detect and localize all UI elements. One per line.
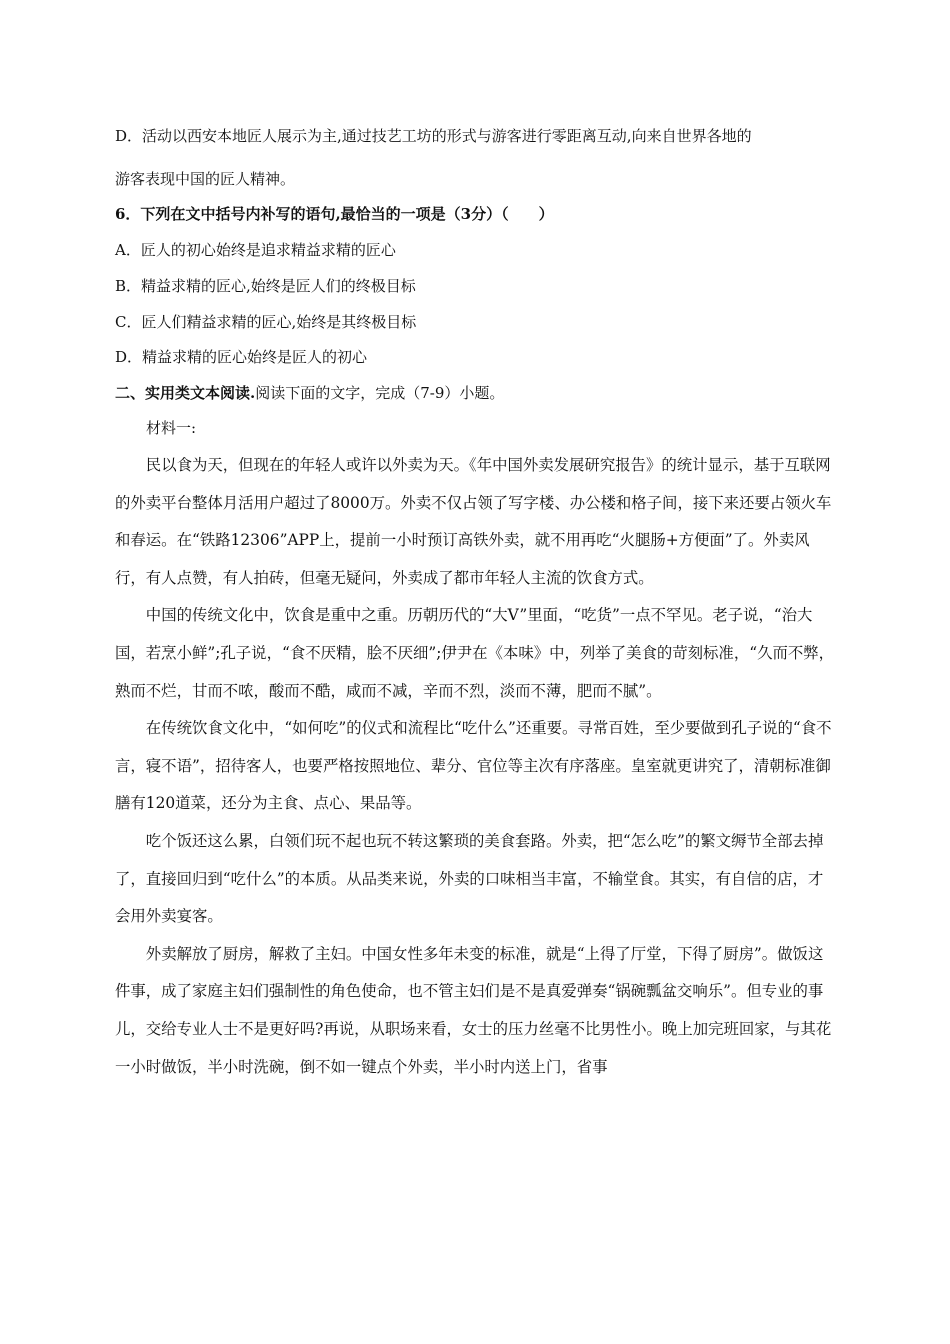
q6-stem: 6．下列在文中括号内补写的语句,最恰当的一项是（3分）（ ） (115, 205, 554, 223)
q6-option-b: B．精益求精的匠心,始终是匠人们的终极目标 (115, 277, 416, 295)
q5-option-d-line1: D．活动以西安本地匠人展示为主,通过技艺工坊的形式与游客进行零距离互动,向来自世界各地的 (115, 127, 752, 145)
q6-option-a: A．匠人的初心始终是追求精益求精的匠心 (115, 241, 396, 259)
article-body (115, 447, 837, 1086)
q6-option-c: C．匠人们精益求精的匠心,始终是其终极目标 (115, 313, 417, 331)
q5-option-d-line2: 游客表现中国的匠人精神。 (115, 170, 296, 188)
article-paragraph: 外卖解放了厨房，解救了主妇。中国女性多年未变的标准，就是“上得了厅堂，下得了厨房”。做饭这件事，成了家庭主妇们强制性的角色使命，也不管主妇们是不是真爱弹奏“锅碗瓢盆交响乐”。但专业的事儿，交给专业人士不是更好吗?再说，从职场来看，女士的压力丝毫不比男性小。晚上加完班回家，与其花一小时做饭，半小时洗碗，倒不如一键点个外卖，半小时内送上门，省事 (115, 944, 832, 1076)
article-paragraph: 吃个饭还这么累，白领们玩不起也玩不转这繁琐的美食套路。外卖，把“怎么吃”的繁文缛节全部去掉了，直接回归到“吃什么”的本质。从品类来说，外卖的口味相当丰富，不输堂食。其实，有自信的店，才会用外卖宴客。 (115, 831, 824, 926)
section2-heading-rest: 阅读下面的文字，完成（7-9）小题。 (255, 384, 505, 402)
article-paragraph: 中国的传统文化中，饮食是重中之重。历朝历代的“大V”里面，“吃货”一点不罕见。老子说，“治大国，若烹小鲜”;孔子说，“食不厌精，脍不厌细”;伊尹在《本味》中，列举了美食的苛刻标准，“久而不弊，熟而不烂，甘而不哝，酸而不酷，咸而不减，辛而不烈，淡而不薄，肥而不腻”。 (115, 606, 835, 700)
section2-heading (115, 383, 504, 403)
material-label: 材料一: (146, 419, 197, 437)
article-paragraph: 民以食为天，但现在的年轻人或许以外卖为天。《年中国外卖发展研究报告》的统计显示，基于互联网的外卖平台整体月活用户超过了8000万。外卖不仅占领了写字楼、办公楼和格子间，接下来还要占领火车和春运。在“铁路12306”APP上，提前一小时预订高铁外卖，就不用再吃“火腿肠+方便面”了。外卖风行，有人点赞，有人拍砖，但毫无疑问，外卖成了都市年轻人主流的饮食方式。 (115, 456, 832, 587)
q6-option-d: D．精益求精的匠心始终是匠人的初心 (115, 348, 368, 366)
article-paragraph: 在传统饮食文化中，“如何吃”的仪式和流程比“吃什么”还重要。寻常百姓，至少要做到孔子说的“食不言，寝不语”，招待客人，也要严格按照地位、辈分、官位等主次有序落座。皇室就更讲究了，清朝标准御膳有120道菜，还分为主食、点心、果品等。 (115, 719, 832, 813)
section2-heading-bold: 二、实用类文本阅读. (115, 384, 256, 402)
